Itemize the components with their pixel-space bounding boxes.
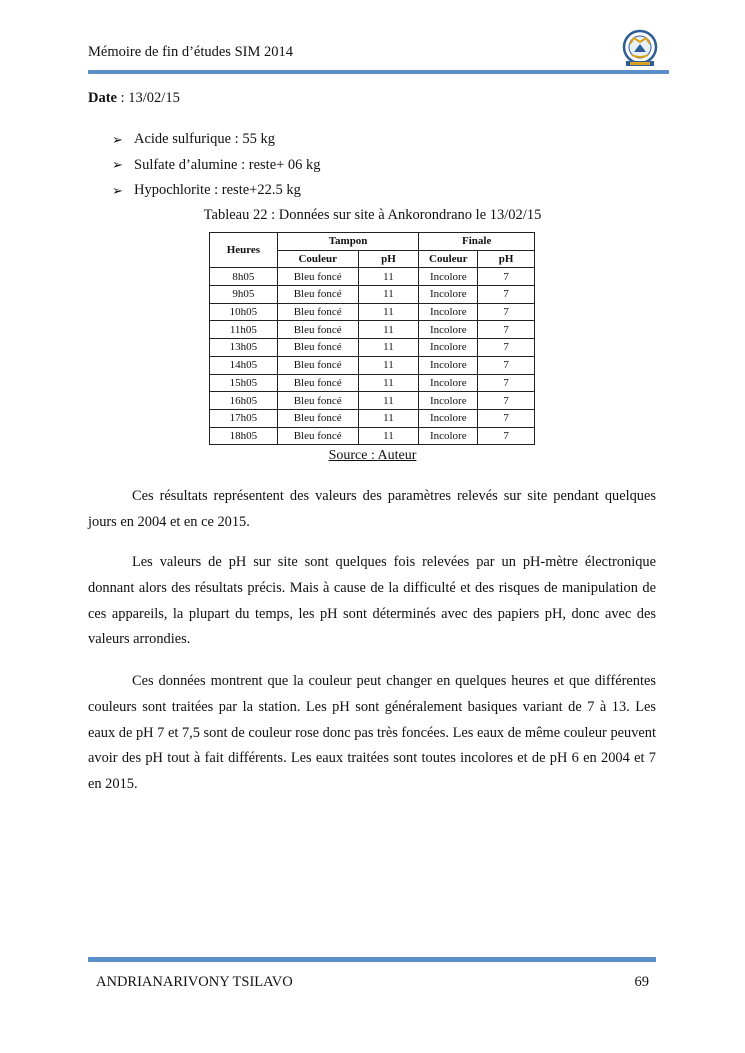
arrow-bullet-icon: ➢: [112, 157, 123, 173]
footer-divider: [88, 957, 656, 962]
cell-tampon-ph: 11: [358, 427, 419, 445]
header-tampon-ph: pH: [358, 250, 419, 268]
cell-finale-couleur: Incolore: [419, 303, 478, 321]
cell-heure: 15h05: [210, 374, 278, 392]
arrow-bullet-icon: ➢: [112, 131, 123, 147]
cell-tampon-ph: 11: [358, 268, 419, 286]
cell-tampon-ph: 11: [358, 356, 419, 374]
cell-heure: 10h05: [210, 303, 278, 321]
cell-finale-couleur: Incolore: [419, 392, 478, 410]
arrow-bullet-icon: ➢: [112, 182, 123, 198]
header-finale-couleur: Couleur: [419, 250, 478, 268]
list-item: [112, 153, 321, 179]
cell-heure: 17h05: [210, 409, 278, 427]
cell-finale-ph: 7: [478, 356, 535, 374]
cell-finale-couleur: Incolore: [419, 286, 478, 304]
cell-tampon-ph: 11: [358, 321, 419, 339]
table-header-row: [210, 233, 535, 251]
cell-tampon-couleur: Bleu foncé: [277, 392, 358, 410]
paragraph: Ces résultats représentent des valeurs des paramètres relevés sur site pendant quelques jours en 2004 et en ce 2015.: [88, 488, 656, 530]
table-row: [210, 374, 535, 392]
cell-finale-ph: 7: [478, 409, 535, 427]
cell-heure: 11h05: [210, 321, 278, 339]
table-row: [210, 427, 535, 445]
header-finale-ph: pH: [478, 250, 535, 268]
cell-heure: 16h05: [210, 392, 278, 410]
cell-tampon-couleur: Bleu foncé: [277, 286, 358, 304]
cell-heure: 8h05: [210, 268, 278, 286]
table-row: [210, 303, 535, 321]
header-title: Mémoire de fin d’études SIM 2014: [88, 44, 293, 60]
data-table: [209, 232, 535, 445]
cell-finale-couleur: Incolore: [419, 409, 478, 427]
cell-heure: 18h05: [210, 427, 278, 445]
cell-finale-ph: 7: [478, 321, 535, 339]
cell-finale-couleur: Incolore: [419, 374, 478, 392]
header-tampon-couleur: Couleur: [277, 250, 358, 268]
list-item-text: Acide sulfurique : 55 kg: [134, 131, 275, 148]
cell-finale-ph: 7: [478, 392, 535, 410]
list-item-text: Hypochlorite : reste+22.5 kg: [134, 182, 301, 199]
page-number: 69: [634, 974, 649, 990]
date-line: [88, 90, 180, 107]
table-row: [210, 409, 535, 427]
page-header: [88, 28, 669, 73]
cell-tampon-ph: 11: [358, 286, 419, 304]
date-label: Date: [88, 90, 117, 106]
cell-tampon-couleur: Bleu foncé: [277, 374, 358, 392]
list-item: [112, 178, 321, 204]
cell-tampon-couleur: Bleu foncé: [277, 339, 358, 357]
cell-tampon-couleur: Bleu foncé: [277, 356, 358, 374]
cell-tampon-ph: 11: [358, 339, 419, 357]
cell-tampon-ph: 11: [358, 303, 419, 321]
table-row: [210, 339, 535, 357]
date-value: : 13/02/15: [117, 90, 180, 106]
table-body: [210, 268, 535, 445]
cell-tampon-ph: 11: [358, 409, 419, 427]
cell-heure: 13h05: [210, 339, 278, 357]
cell-finale-couleur: Incolore: [419, 427, 478, 445]
footer-author: ANDRIANARIVONY TSILAVO: [96, 974, 293, 990]
cell-finale-couleur: Incolore: [419, 268, 478, 286]
table-row: [210, 321, 535, 339]
list-item-text: Sulfate d’alumine : reste+ 06 kg: [134, 156, 321, 173]
paragraph: Ces données montrent que la couleur peut changer en quelques heures et que différentes couleurs sont traitées par la station. Les pH sont généralement basiques variant de 7 à 13. Les eaux de pH 7 et 7,5 sont de couleur rose donc pas très foncées. Les eaux de même couleur peuvent avoir des pH tout à fait différents. Les eaux traitées sont toutes incolores et de pH 6 en 2004 et 7 en 2015.: [88, 673, 656, 793]
cell-tampon-ph: 11: [358, 392, 419, 410]
cell-finale-couleur: Incolore: [419, 321, 478, 339]
cell-finale-ph: 7: [478, 339, 535, 357]
table-row: [210, 392, 535, 410]
header-tampon: Tampon: [277, 233, 419, 251]
cell-heure: 9h05: [210, 286, 278, 304]
cell-finale-ph: 7: [478, 268, 535, 286]
list-item: [112, 127, 321, 153]
cell-tampon-couleur: Bleu foncé: [277, 303, 358, 321]
cell-heure: 14h05: [210, 356, 278, 374]
table-row: [210, 356, 535, 374]
header-finale: Finale: [419, 233, 535, 251]
cell-tampon-couleur: Bleu foncé: [277, 321, 358, 339]
cell-tampon-ph: 11: [358, 374, 419, 392]
header-divider: [88, 70, 669, 74]
cell-tampon-couleur: Bleu foncé: [277, 409, 358, 427]
cell-tampon-couleur: Bleu foncé: [277, 427, 358, 445]
cell-finale-ph: 7: [478, 286, 535, 304]
cell-finale-ph: 7: [478, 374, 535, 392]
table-row: [210, 286, 535, 304]
cell-finale-couleur: Incolore: [419, 356, 478, 374]
cell-tampon-couleur: Bleu foncé: [277, 268, 358, 286]
cell-finale-couleur: Incolore: [419, 339, 478, 357]
header-heures: Heures: [210, 233, 278, 268]
reagent-list: [112, 127, 321, 204]
cell-finale-ph: 7: [478, 427, 535, 445]
cell-finale-ph: 7: [478, 303, 535, 321]
table-source: Source : Auteur: [328, 448, 417, 463]
paragraph: Les valeurs de pH sur site sont quelques fois relevées par un pH-mètre électronique donnant alors des résultats précis. Mais à cause de la difficulté et des risques de manipulation de ces appareils, la plupart du temps, les pH sont déterminés avec des papiers pH, donc avec des valeurs arrondies.: [88, 554, 656, 648]
table-caption: Tableau 22 : Données sur site à Ankorondrano le 13/02/15: [203, 207, 542, 223]
table-row: [210, 268, 535, 286]
institution-logo-icon: [618, 28, 662, 68]
